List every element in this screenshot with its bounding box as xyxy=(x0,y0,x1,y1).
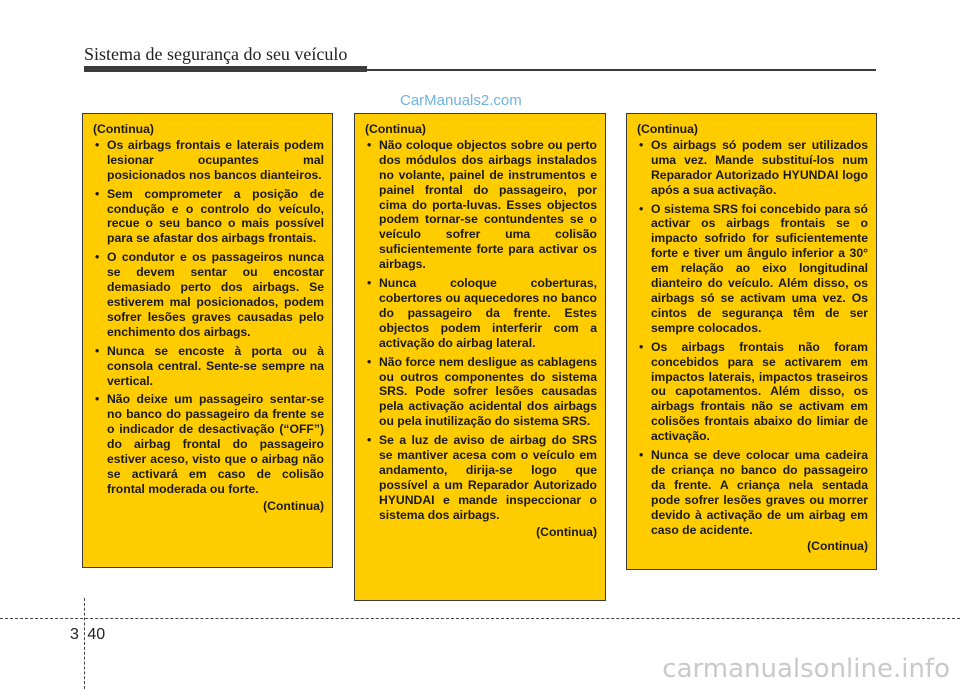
warning-item: • O condutor e os passageiros nunca se devem sentar ou encostar demasiado perto dos airbags. Se estiverem mal posicionados, podem sofrer lesões graves causadas pelo enchimento dos airbags. xyxy=(93,250,324,339)
warning-item: • Não deixe um passageiro sentar-se no banco do passageiro da frente se o indicador de desactivação (“OFF”) do airbag frontal do passageiro estiver aceso, visto que o airbag não se activará em caso de colisão frontal moderada ou forte. xyxy=(93,392,324,496)
header-bar xyxy=(84,66,367,72)
warning-item: • Nunca coloque coberturas, cobertores ou aquecedores no banco do passageiro da frente. Estes objectos podem interferir com a activação do airbag lateral. xyxy=(365,276,597,351)
warning-item: • Os airbags só podem ser utilizados uma vez. Mande substituí-los num Reparador Autorizado HYUNDAI logo após a sua activação. xyxy=(637,138,868,198)
warning-list xyxy=(93,138,324,497)
continued-head: (Continua) xyxy=(637,122,698,136)
warning-item: • Não coloque objectos sobre ou perto dos módulos dos airbags instalados no volante, painel de instrumentos e painel frontal do passageiro, por cima do porta-luvas. Esses objectos podem tornar-se contundentes se o veículo sofrer uma colisão suficientemente forte para activar os airbags. xyxy=(365,138,597,272)
warning-item: • Os airbags frontais e laterais podem lesionar ocupantes mal posicionados nos bancos dianteiros. xyxy=(93,138,324,183)
footer-rule xyxy=(0,618,960,619)
warning-box-3 xyxy=(626,113,877,570)
continued-head: (Continua) xyxy=(93,122,154,136)
continued-foot: (Continua) xyxy=(263,498,324,513)
page-number xyxy=(70,626,105,644)
warning-list xyxy=(365,138,597,523)
page-title: Sistema de segurança do seu veículo xyxy=(84,44,348,64)
watermark-bottom: carmanualsonline.info xyxy=(662,654,950,684)
warning-box-2 xyxy=(354,113,606,601)
warning-item: • Se a luz de aviso de airbag do SRS se mantiver acesa com o veículo em andamento, dirija-se logo que possível a um Reparador Autorizado HYUNDAI e mande inspeccionar o sistema dos airbags. xyxy=(365,433,597,522)
continued-foot: (Continua) xyxy=(807,539,868,554)
warning-item: • Nunca se deve colocar uma cadeira de criança no banco do passageiro da frente. A criança nela sentada pode sofrer lesões graves ou morrer devido à activação de um airbag em caso de acidente. xyxy=(637,448,868,537)
watermark-top: CarManuals2.com xyxy=(400,92,522,109)
warning-item: • Os airbags frontais não foram concebidos para se activarem em impactos laterais, impactos traseiros ou capotamentos. Além disso, os airbags frontais não se activam em colisões frontais abaixo do limiar de activação. xyxy=(637,340,868,444)
warning-item: • Nunca se encoste à porta ou à consola central. Sente-se sempre na vertical. xyxy=(93,344,324,389)
warning-item: • Não force nem desligue as cablagens ou outros componentes do sistema SRS. Pode sofrer lesões causadas pela activação acidental dos airbags ou pela inutilização do sistema SRS. xyxy=(365,355,597,430)
continued-foot: (Continua) xyxy=(536,524,597,539)
warning-list xyxy=(637,138,868,538)
warning-box-1 xyxy=(82,113,333,568)
continued-head: (Continua) xyxy=(365,122,426,136)
warning-item: • O sistema SRS foi concebido para só activar os airbags frontais se o impacto sofrido for suficientemente forte e tiver um ângulo inferior a 30° em relação ao eixo longitudinal dianteiro do veículo. Além disso, os airbags só se activam uma vez. Os cintos de segurança têm de ser sempre colocados. xyxy=(637,202,868,336)
warning-item: • Sem comprometer a posição de condução e o controlo do veículo, recue o seu banco o mais possível para se afastar dos airbags frontais. xyxy=(93,187,324,247)
page-number-value: 40 xyxy=(87,626,106,643)
chapter-number: 3 xyxy=(70,626,79,643)
header-rule xyxy=(367,69,876,71)
